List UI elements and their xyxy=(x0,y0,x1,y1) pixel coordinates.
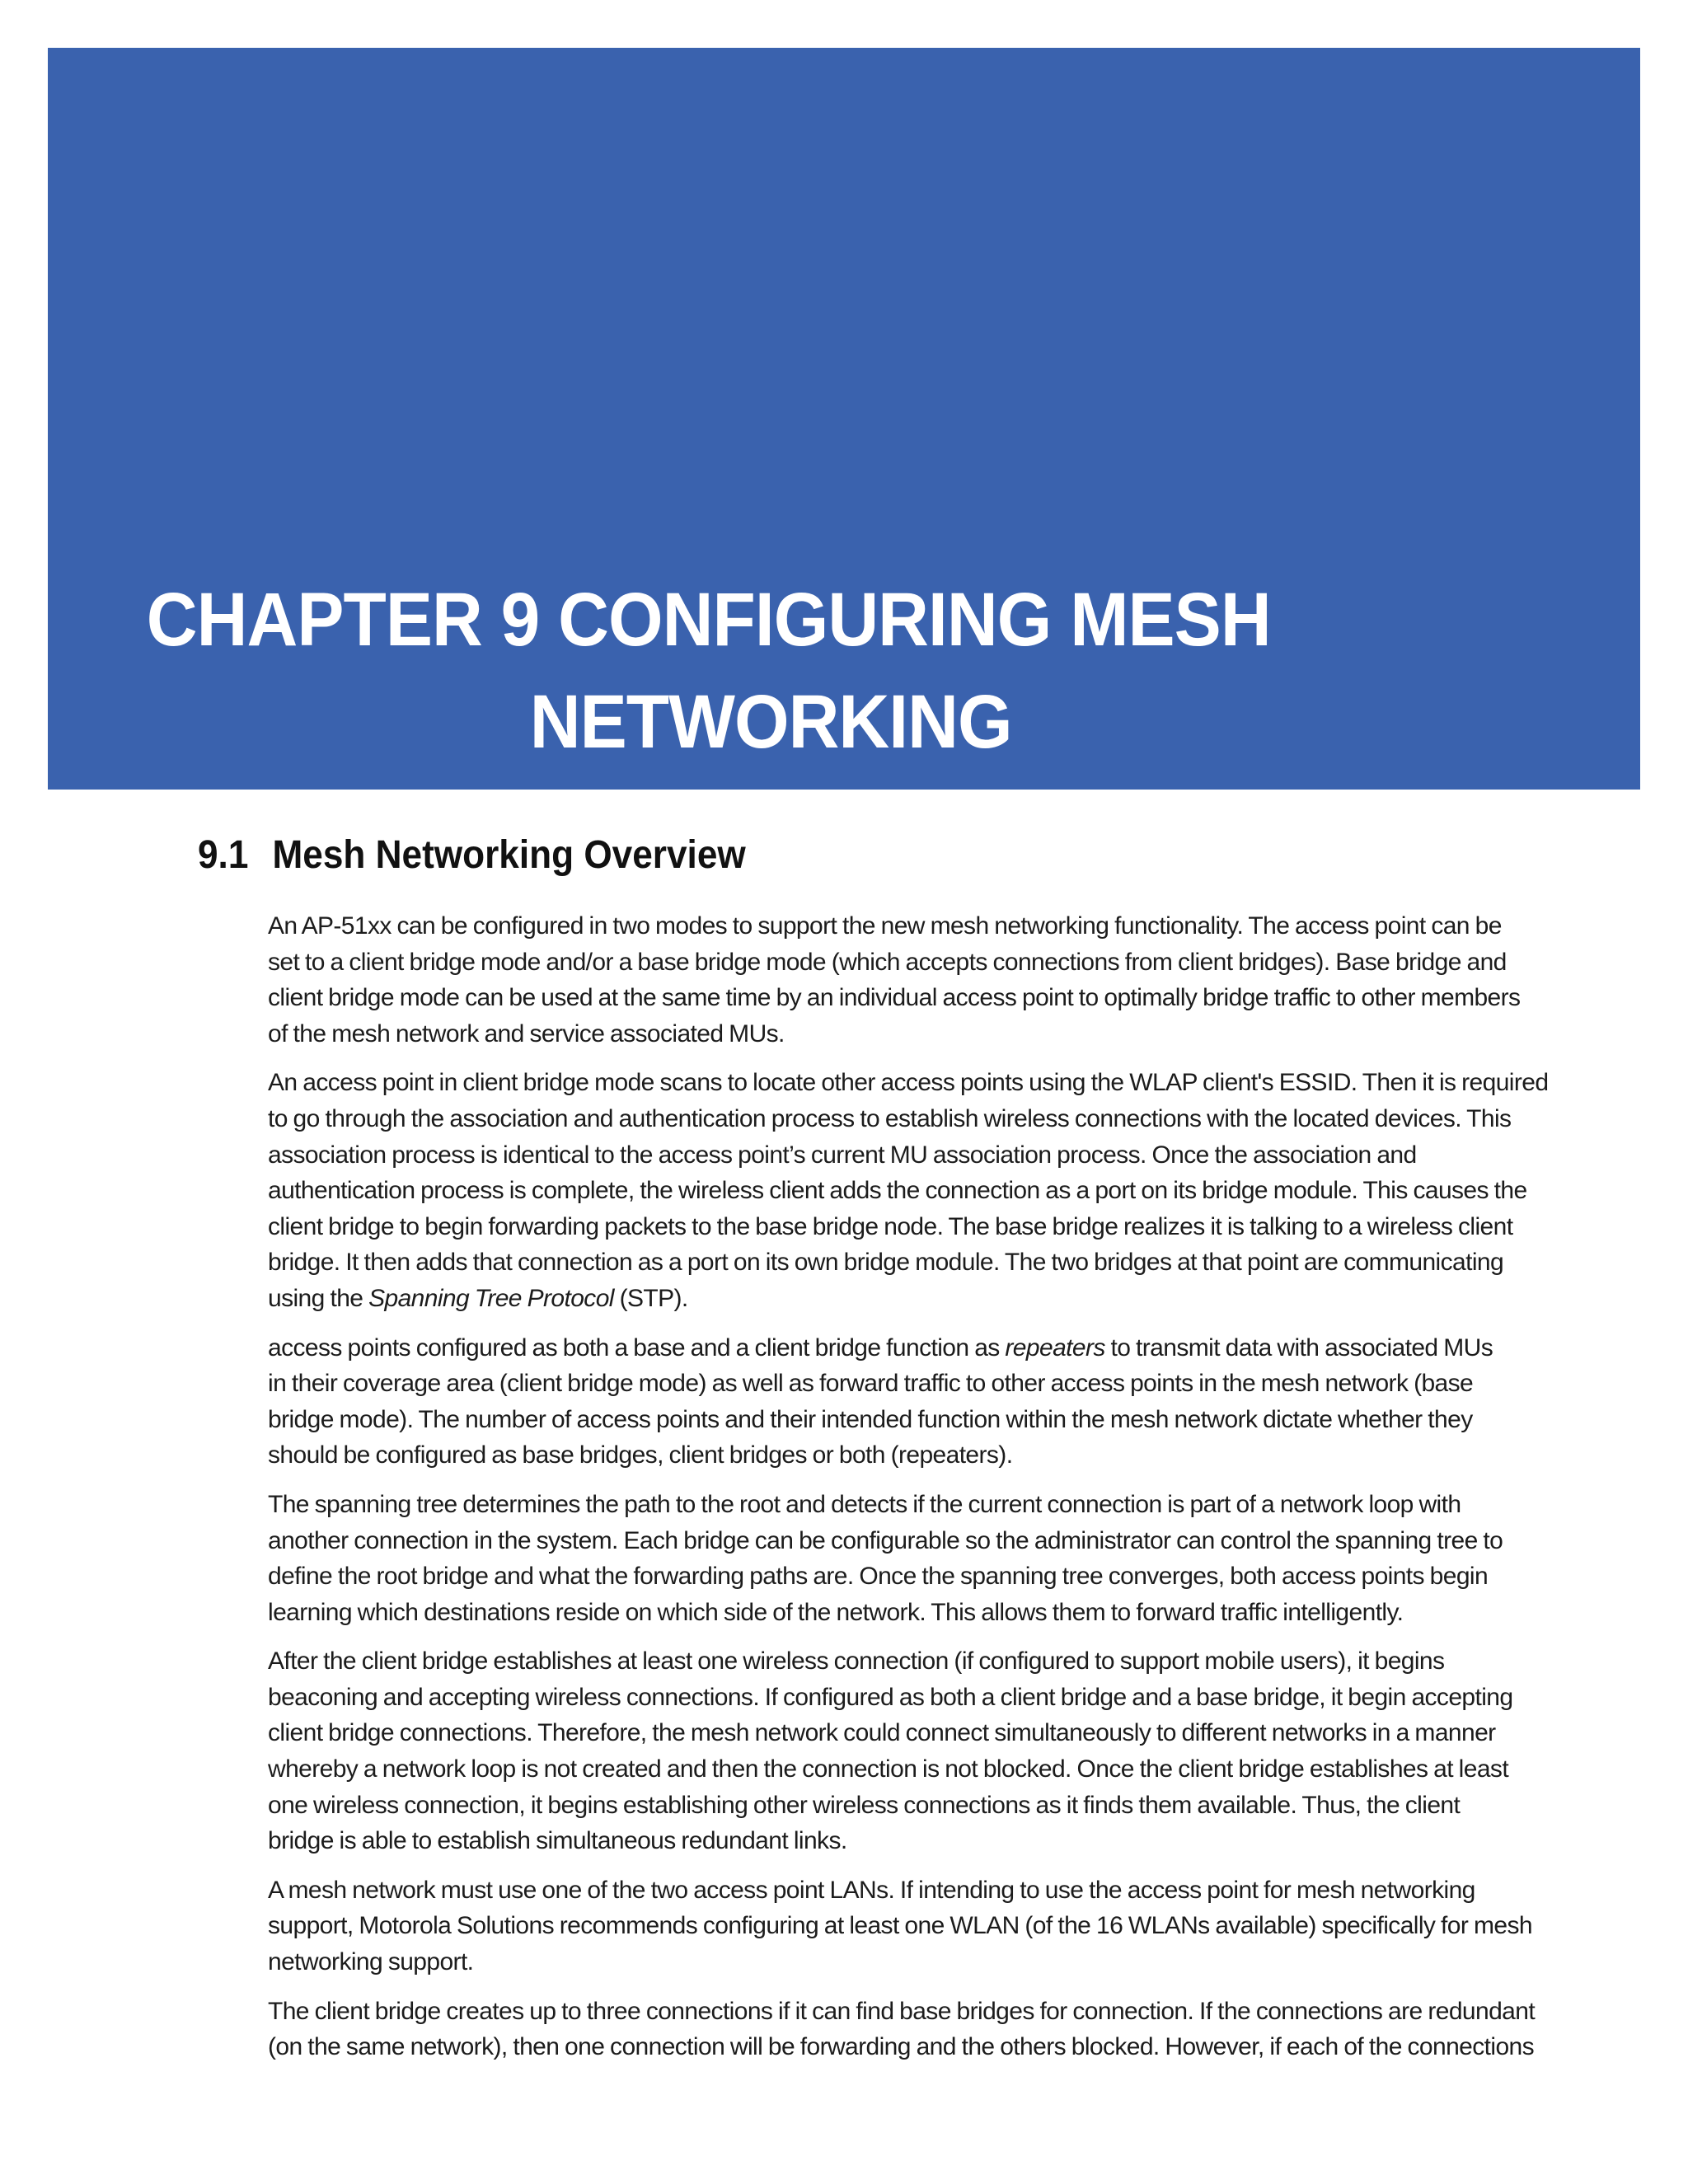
text-line: association process is identical to the access point’s current MU association process. Once the association and xyxy=(268,1141,1417,1169)
text-line: of the mesh network and service associated MUs. xyxy=(268,1019,785,1047)
body-text xyxy=(268,908,1591,2079)
section-title: Mesh Networking Overview xyxy=(272,833,746,877)
text-line-suffix: (STP). xyxy=(613,1284,688,1312)
text-line: define the root bridge and what the forwarding paths are. Once the spanning tree converges, both access points begin xyxy=(268,1563,1489,1591)
paragraph-5 xyxy=(268,1643,1591,1859)
text-line: set to a client bridge mode and/or a base bridge mode (which accepts connections from client bridges). Base bridge and xyxy=(268,948,1507,976)
text-line: authentication process is complete, the wireless client adds the connection as a port on its bridge module. This causes the xyxy=(268,1177,1527,1205)
chapter-title xyxy=(101,569,1388,773)
text-line: another connection in the system. Each bridge can be configurable so the administrator can control the spanning tree to xyxy=(268,1526,1503,1554)
text-line: bridge. It then adds that connection as a port on its own bridge module. The two bridges at that point are communicating xyxy=(268,1249,1504,1277)
text-line: client bridge to begin forwarding packets to the base bridge node. The base bridge realizes it is talking to a wireless client xyxy=(268,1212,1513,1240)
text-line: After the client bridge establishes at least one wireless connection (if configured to support mobile users), it begins xyxy=(268,1647,1445,1675)
text-line: support, Motorola Solutions recommends configuring at least one WLAN (of the 16 WLANs available) specifically for mesh xyxy=(268,1912,1532,1940)
text-line: A mesh network must use one of the two access point LANs. If intending to use the access point for mesh networking xyxy=(268,1876,1475,1904)
section-heading xyxy=(198,831,746,880)
paragraph-7 xyxy=(268,1994,1591,2065)
text-line: The client bridge creates up to three connections if it can find base bridges for connection. If the connections are redundant xyxy=(268,1997,1536,2025)
paragraph-6 xyxy=(268,1872,1591,1980)
text-line: An access point in client bridge mode scans to locate other access points using the WLAP client's ESSID. Then it is required xyxy=(268,1069,1549,1097)
section-number: 9.1 xyxy=(198,833,249,877)
text-line: should be configured as base bridges, client bridges or both (repeaters). xyxy=(268,1441,1013,1469)
paragraph-2 xyxy=(268,1065,1591,1316)
text-line: networking support. xyxy=(268,1948,474,1976)
text-line: whereby a network loop is not created and then the connection is not blocked. Once the client bridge establishes at least xyxy=(268,1755,1509,1783)
text-line: client bridge mode can be used at the same time by an individual access point to optimally bridge traffic to other members xyxy=(268,984,1521,1012)
paragraph-3 xyxy=(268,1330,1591,1474)
text-line: An AP-51xx can be configured in two modes to support the new mesh networking functionality. The access point can be xyxy=(268,912,1502,940)
text-line: beaconing and accepting wireless connections. If configured as both a client bridge and a base bridge, it begin accepting xyxy=(268,1683,1513,1711)
stp-term: Spanning Tree Protocol xyxy=(368,1284,614,1312)
chapter-title-line-1: CHAPTER 9 CONFIGURING MESH xyxy=(146,578,1271,662)
text-line-suffix: to transmit data with associated MUs xyxy=(1104,1333,1493,1361)
text-line: (on the same network), then one connection will be forwarding and the others blocked. However, if each of the connections xyxy=(268,2033,1535,2061)
text-line: learning which destinations reside on which side of the network. This allows them to forward traffic intelligently. xyxy=(268,1598,1404,1626)
text-line: bridge mode). The number of access points and their intended function within the mesh network dictate whether they xyxy=(268,1405,1473,1433)
text-line: one wireless connection, it begins establishing other wireless connections as it finds them available. Thus, the client xyxy=(268,1791,1461,1819)
text-line-prefix: access points configured as both a base and a client bridge function as xyxy=(268,1333,1006,1361)
paragraph-1 xyxy=(268,908,1591,1052)
text-line: in their coverage area (client bridge mode) as well as forward traffic to other access points in the mesh network (base xyxy=(268,1370,1474,1398)
text-line: client bridge connections. Therefore, the mesh network could connect simultaneously to different networks in a manner xyxy=(268,1719,1496,1747)
text-line: to go through the association and authentication process to establish wireless connections with the located devices. This xyxy=(268,1104,1512,1132)
paragraph-4 xyxy=(268,1487,1591,1630)
text-line-prefix: using the xyxy=(268,1284,369,1312)
text-line: The spanning tree determines the path to the root and detects if the current connection is part of a network loop with xyxy=(268,1490,1461,1518)
text-line: bridge is able to establish simultaneous redundant links. xyxy=(268,1827,847,1855)
chapter-title-line-2: NETWORKING xyxy=(529,680,1012,764)
repeaters-term: repeaters xyxy=(1005,1333,1105,1361)
